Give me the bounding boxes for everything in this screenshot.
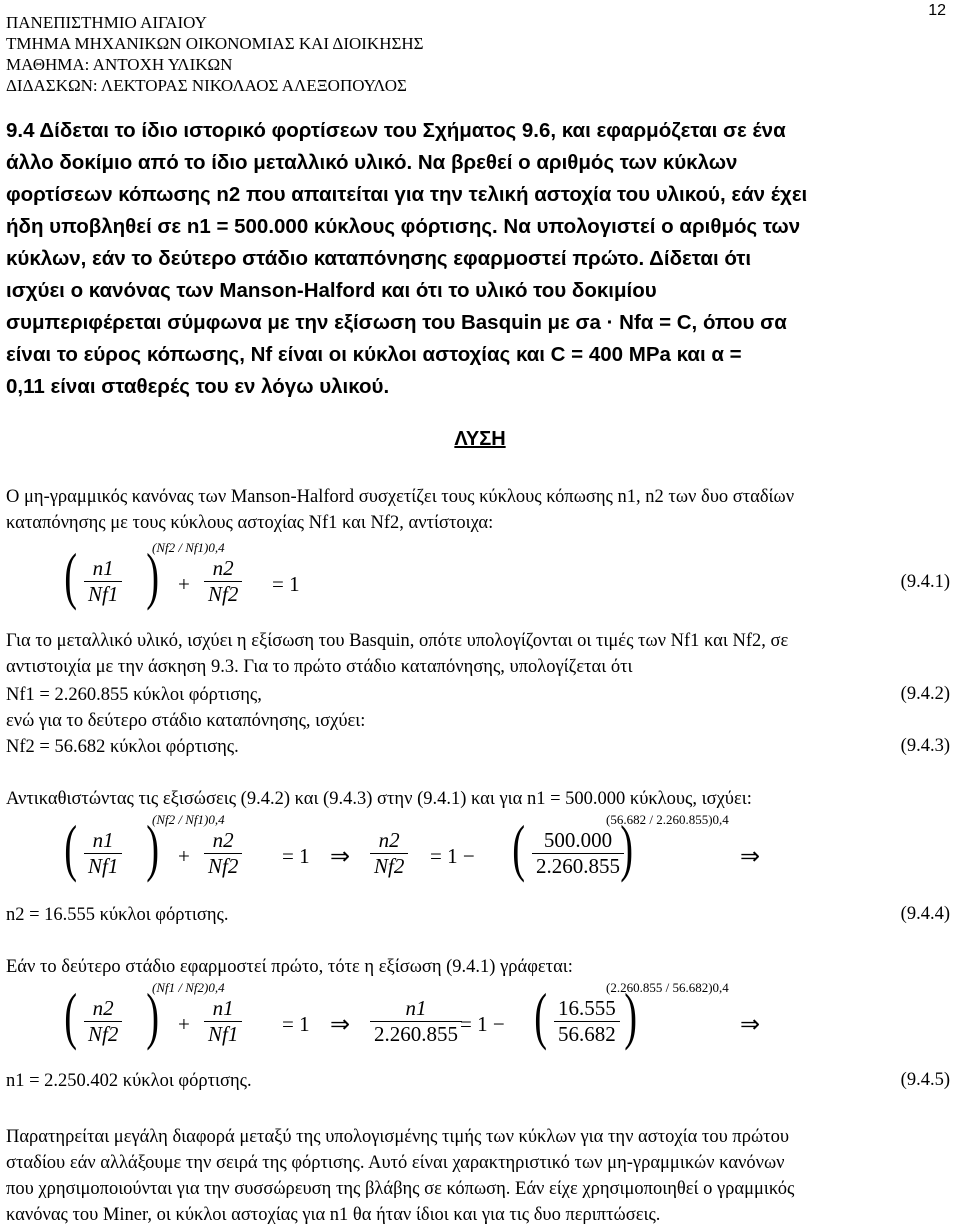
fraction [84, 556, 122, 607]
problem-line: 0,11 είναι σταθερές του εν λόγω υλικού. [6, 375, 390, 398]
equation-tag: (9.4.4) [900, 904, 950, 924]
fraction [84, 996, 122, 1047]
paragraph-line: Nf2 = 56.682 κύκλοι φόρτισης. [6, 737, 239, 757]
equation-tag: (9.4.2) [900, 684, 950, 704]
problem-line: συμπεριφέρεται σύμφωνα με την εξίσωση του Basquin με σa · Nfα = C, όπου σα [6, 311, 787, 334]
header-course: ΜΑΘΗΜΑ: ΑΝΤΟΧΗ ΥΛΙΚΩΝ [6, 55, 233, 74]
paragraph-line: κανόνας του Miner, οι κύκλοι αστοχίας για n1 θα ήταν ίδιοι και για τις δυο περιπτώσεις. [6, 1205, 661, 1225]
numerator: n2 [370, 828, 408, 854]
fraction [370, 828, 408, 879]
paren-right: ) [624, 980, 638, 1051]
numerator: n2 [84, 996, 122, 1022]
result-line: n1 = 2.250.402 κύκλοι φόρτισης. [6, 1071, 252, 1091]
plus-sign: + [178, 1012, 190, 1036]
denominator: Nf2 [374, 854, 405, 878]
exponent: (56.682 / 2.260.855)0,4 [606, 812, 729, 827]
numerator: n1 [370, 996, 462, 1022]
implies-arrow: ⇒ [740, 844, 761, 870]
paren-right: ) [146, 980, 160, 1051]
fraction [370, 996, 462, 1047]
paren-right: ) [620, 812, 634, 883]
equals: = 1 [272, 572, 300, 596]
plus-sign: + [178, 572, 190, 596]
implies-arrow: ⇒ [740, 1012, 761, 1038]
exponent: (Nf2 / Nf1)0,4 [152, 540, 225, 555]
denominator: Nf1 [88, 582, 119, 606]
page-number: 12 [928, 2, 946, 19]
paren-left: ( [534, 980, 548, 1051]
fraction [532, 828, 624, 879]
paragraph-line: που χρησιμοποιούνται για την συσσώρευση της βλάβης σε κόπωση. Εάν είχε χρησιμοποιηθεί ο γραμμικός [6, 1179, 795, 1199]
header-university: ΠΑΝΕΠΙΣΤΗΜΙΟ ΑΙΓΑΙΟΥ [6, 13, 207, 32]
fraction [204, 556, 242, 607]
numerator: n1 [204, 996, 242, 1022]
numerator: n2 [204, 828, 242, 854]
paragraph-line: Ο μη-γραμμικός κανόνας των Manson-Halford συσχετίζει τους κύκλους κόπωσης n1, n2 των δυο σταδίων [6, 487, 795, 507]
implies-arrow: ⇒ [330, 844, 351, 870]
denominator: Nf2 [88, 1022, 119, 1046]
exponent: (2.260.855 / 56.682)0,4 [606, 980, 729, 995]
denominator: 2.260.855 [536, 854, 620, 878]
denominator: Nf1 [88, 854, 119, 878]
problem-line: είναι το εύρος κόπωσης, Nf είναι οι κύκλοι αστοχίας και C = 400 MPa και α = [6, 343, 742, 366]
fraction [204, 996, 242, 1047]
equals-minus: = 1 − [430, 844, 475, 868]
equation-tag: (9.4.5) [900, 1070, 950, 1090]
denominator: 56.682 [558, 1022, 616, 1046]
result-line: n2 = 16.555 κύκλοι φόρτισης. [6, 905, 229, 925]
numerator: n1 [84, 828, 122, 854]
equation-chain-9-4-4 [60, 812, 940, 902]
paragraph-line: σταδίου εάν αλλάξουμε την σειρά της φόρτισης. Αυτό είναι χαρακτηριστικό των μη-γραμμικών κανόνων [6, 1153, 785, 1173]
header-instructor: ΔΙΔΑΣΚΩΝ: ΛΕΚΤΟΡΑΣ ΝΙΚΟΛΑΟΣ ΑΛΕΞΟΠΟΥΛΟΣ [6, 76, 407, 95]
problem-line: φορτίσεων κόπωσης n2 που απαιτείται για την τελική αστοχία του υλικού, εάν έχει [6, 183, 808, 206]
paren-left: ( [512, 812, 526, 883]
exponent: (Nf1 / Nf2)0,4 [152, 980, 225, 995]
solution-title: ΛΥΣΗ [454, 428, 506, 450]
paren-left: ( [64, 812, 78, 883]
document-header [6, 12, 424, 96]
equation-chain-9-4-5 [60, 980, 940, 1070]
problem-line: ήδη υποβληθεί σε n1 = 500.000 κύκλους φόρτισης. Να υπολογιστεί ο αριθμός των [6, 215, 801, 238]
fraction [204, 828, 242, 879]
denominator: Nf1 [208, 1022, 239, 1046]
problem-line: κύκλων, εάν το δεύτερο στάδιο καταπόνησης εφαρμοστεί πρώτο. Δίδεται ότι [6, 247, 752, 270]
fraction [84, 828, 122, 879]
paragraph-line: Παρατηρείται μεγάλη διαφορά μεταξύ της υπολογισμένης τιμής των κύκλων για την αστοχία του πρώτου [6, 1127, 789, 1147]
plus-sign: + [178, 844, 190, 868]
paragraph-line: ενώ για το δεύτερο στάδιο καταπόνησης, ισχύει: [6, 711, 366, 731]
problem-line: 9.4 Δίδεται το ίδιο ιστορικό φορτίσεων του Σχήματος 9.6, και εφαρμόζεται σε ένα [6, 119, 786, 142]
paren-left: ( [64, 980, 78, 1051]
paragraph-line: Nf1 = 2.260.855 κύκλοι φόρτισης, [6, 685, 262, 705]
problem-statement [6, 115, 954, 403]
paren-right: ) [146, 540, 160, 611]
numerator: 500.000 [532, 828, 624, 854]
paragraph-line: καταπόνησης με τους κύκλους αστοχίας Nf1 και Nf2, αντίστοιχα: [6, 513, 494, 533]
denominator: Nf2 [208, 854, 239, 878]
denominator: 2.260.855 [374, 1022, 458, 1046]
exponent: (Nf2 / Nf1)0,4 [152, 812, 225, 827]
denominator: Nf2 [208, 582, 239, 606]
implies-arrow: ⇒ [330, 1012, 351, 1038]
numerator: n1 [84, 556, 122, 582]
equals: = 1 [282, 844, 310, 868]
paragraph-line: Εάν το δεύτερο στάδιο εφαρμοστεί πρώτο, τότε η εξίσωση (9.4.1) γράφεται: [6, 957, 573, 977]
paragraph-line: Για το μεταλλικό υλικό, ισχύει η εξίσωση του Basquin, οπότε υπολογίζονται οι τιμές των Nf1 και Nf2, σε [6, 631, 789, 651]
fraction [554, 996, 620, 1047]
problem-line: άλλο δοκίμιο από το ίδιο μεταλλικό υλικό. Να βρεθεί ο αριθμός των κύκλων [6, 151, 738, 174]
paragraph-line: Αντικαθιστώντας τις εξισώσεις (9.4.2) και (9.4.3) στην (9.4.1) και για n1 = 500.000 κύκλους, ισχύει: [6, 789, 752, 809]
paren-left: ( [64, 540, 78, 611]
problem-line: ισχύει ο κανόνας των Manson-Halford και ότι το υλικό του δοκιμίου [6, 279, 657, 302]
equation-tag: (9.4.3) [900, 736, 950, 756]
paren-right: ) [146, 812, 160, 883]
equation-tag: (9.4.1) [900, 572, 950, 592]
numerator: n2 [204, 556, 242, 582]
paragraph-line: αντιστοιχία με την άσκηση 9.3. Για το πρώτο στάδιο καταπόνησης, υπολογίζεται ότι [6, 657, 633, 677]
equals: = 1 [282, 1012, 310, 1036]
header-department: ΤΜΗΜΑ ΜΗΧΑΝΙΚΩΝ ΟΙΚΟΝΟΜΙΑΣ ΚΑΙ ΔΙΟΙΚΗΣΗΣ [6, 34, 424, 53]
numerator: 16.555 [554, 996, 620, 1022]
equals-minus: = 1 − [460, 1012, 505, 1036]
